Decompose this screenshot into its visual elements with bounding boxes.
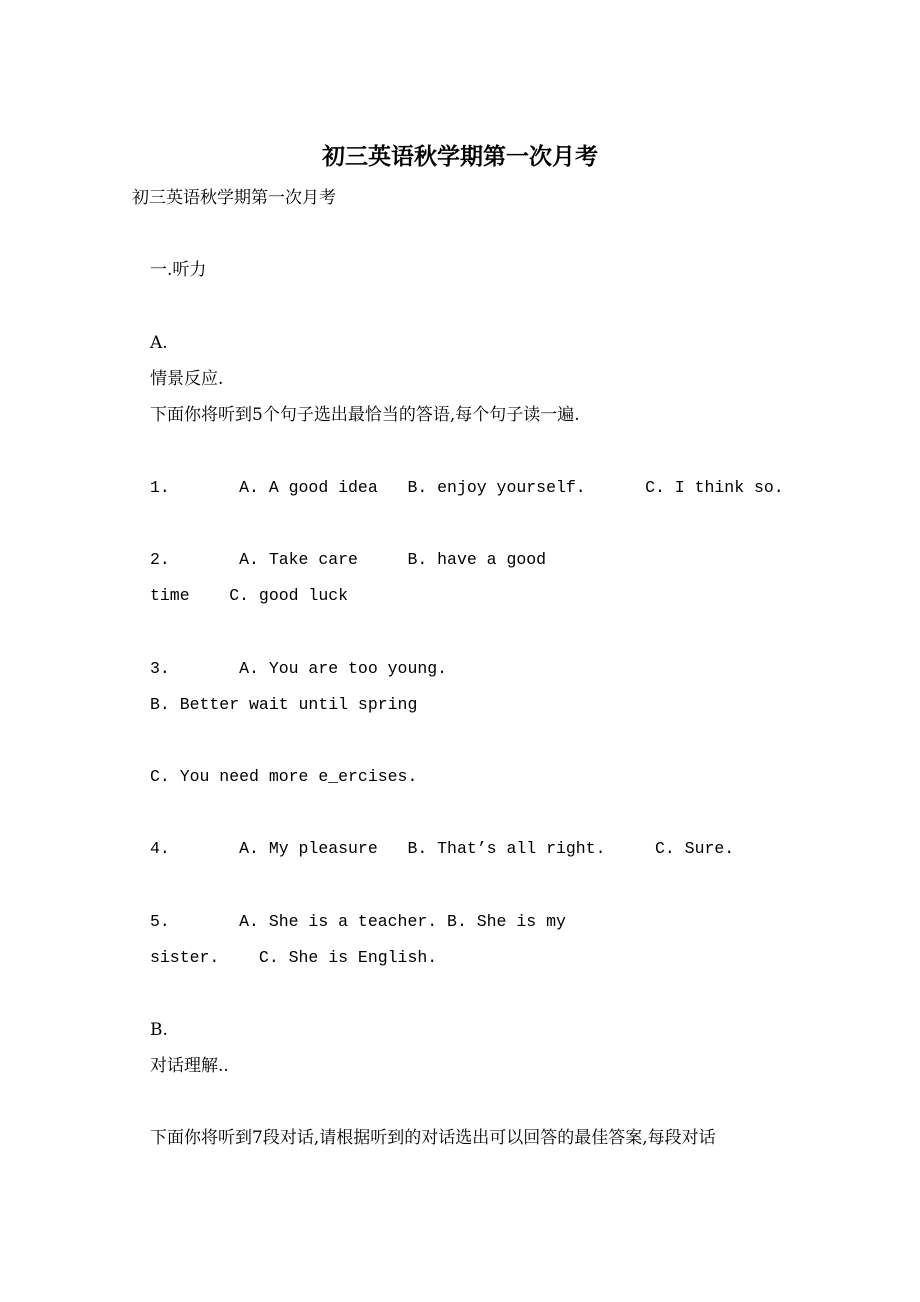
part-b-label: B. (150, 1020, 168, 1040)
part-b-heading: 对话理解.. (150, 1056, 229, 1076)
question-1: 1. A. A good idea B. enjoy yourself. C. I think so. (150, 478, 784, 497)
question-5-line-2: sister. C. She is English. (150, 948, 438, 967)
page-title: 初三英语秋学期第一次月考 (322, 143, 598, 170)
question-5-line-1: 5. A. She is a teacher. B. She is my (150, 912, 566, 931)
part-a-label: A. (150, 333, 168, 353)
page-subtitle: 初三英语秋学期第一次月考 (132, 188, 336, 208)
part-b-instruction: 下面你将听到7段对话,请根据听到的对话选出可以回答的最佳答案,每段对话 (150, 1128, 716, 1148)
question-3-line-2: B. Better wait until spring (150, 695, 418, 714)
section-heading-listening: 一.听力 (150, 260, 207, 280)
question-2-line-1: 2. A. Take care B. have a good (150, 550, 547, 569)
question-2-line-2: time C. good luck (150, 586, 349, 605)
question-3-line-3: C. You need more e_ercises. (150, 767, 418, 786)
part-a-instruction: 下面你将听到5个句子选出最恰当的答语,每个句子读一遍. (150, 405, 580, 425)
question-3-line-1: 3. A. You are too young. (150, 659, 448, 678)
part-a-heading: 情景反应. (150, 369, 224, 389)
question-4: 4. A. My pleasure B. That’s all right. C. Sure. (150, 839, 735, 858)
